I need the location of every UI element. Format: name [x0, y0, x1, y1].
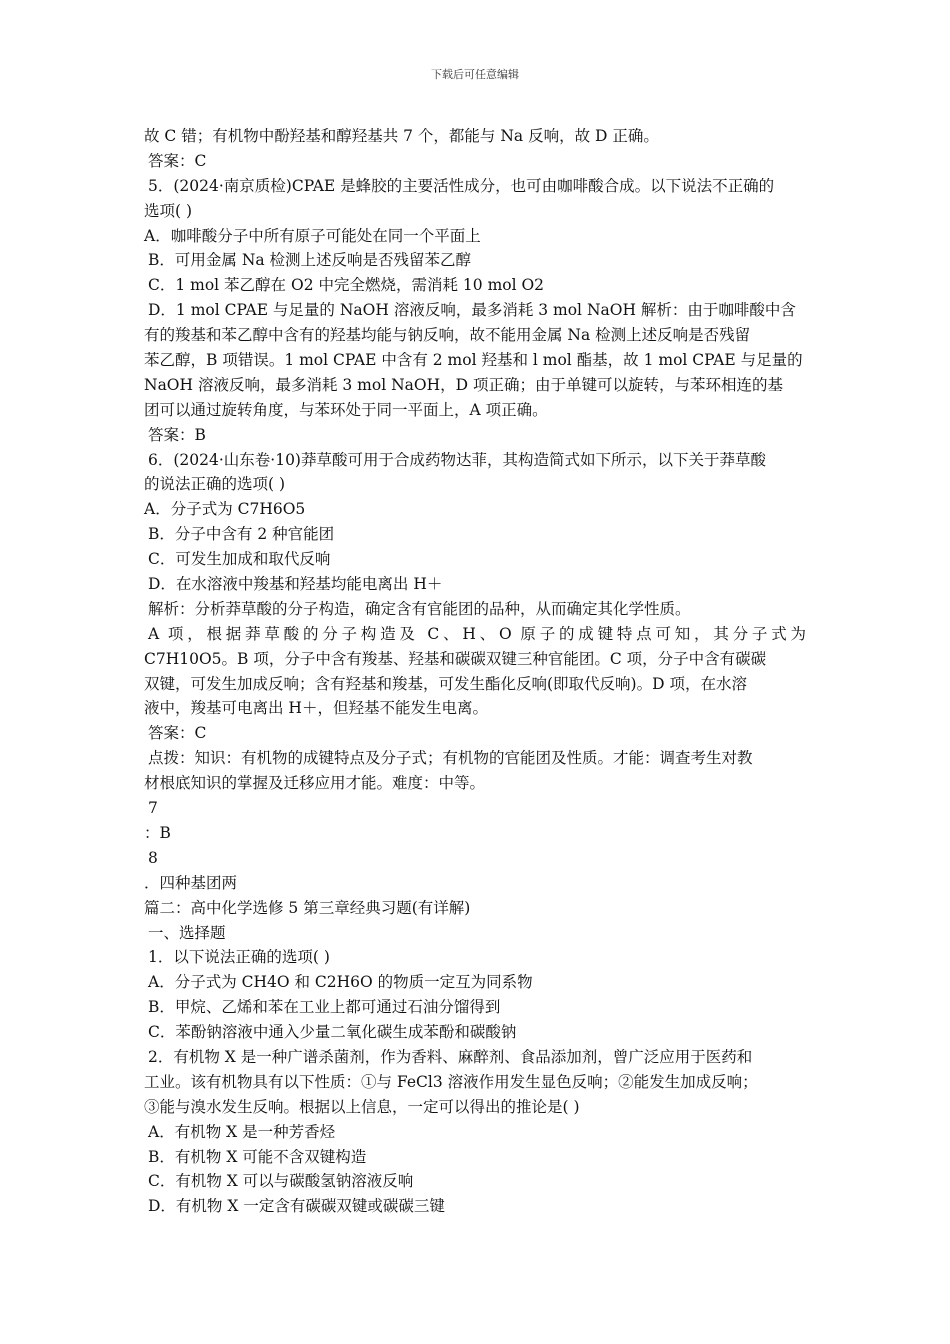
text-line: 材根底知识的掌握及迁移应用才能。难度：中等。	[144, 774, 486, 793]
text-line: C7H10O5。B 项，分子中含有羧基、羟基和碳碳双键三种官能团。C 项，分子中含有碳碳	[144, 649, 767, 668]
text-line: ．四种基团两	[144, 873, 238, 892]
page-header: 下载后可任意编辑	[431, 68, 519, 81]
option-c: C．有机物 X 可以与碳酸氢钠溶液反响	[148, 1172, 414, 1191]
document-body	[144, 124, 806, 1219]
option-b: B．可用金属 Na 检测上述反响是否残留苯乙醇	[148, 251, 472, 270]
answer-line: 答案：C	[148, 724, 207, 743]
analysis-line: 解析：分析莽草酸的分子构造，确定含有官能团的品种，从而确定其化学性质。	[148, 599, 691, 618]
section-subtitle: 一、选择题	[148, 923, 226, 942]
option-d: D．有机物 X 一定含有碳碳双键或碳碳三键	[148, 1197, 445, 1216]
answer-line: 答案：C	[148, 151, 207, 170]
option-d: D．1 mol CPAE 与足量的 NaOH 溶液反响，最多消耗 3 mol NaOH 解析：由于咖啡酸中含	[148, 301, 796, 320]
option-c: C．可发生加成和取代反响	[148, 550, 331, 569]
text-line: ：B	[144, 823, 171, 842]
text-line: 苯乙醇，B 项错误。1 mol CPAE 中含有 2 mol 羟基和 l mol 酯基，故 1 mol CPAE 与足量的	[144, 351, 803, 370]
option-a: A．有机物 X 是一种芳香烃	[148, 1122, 336, 1141]
section-title: 篇二：高中化学选修 5 第三章经典习题(有详解)	[144, 898, 471, 917]
question-5-stem: 5．(2024·南京质检)CPAE 是蜂胶的主要活性成分，也可由咖啡酸合成。以下说法不正确的	[148, 176, 775, 195]
text-line: 双键，可发生加成反响；含有羟基和羧基，可发生酯化反响(即取代反响)。D 项，在水溶	[144, 674, 747, 693]
option-c: C．苯酚钠溶液中通入少量二氧化碳生成苯酚和碳酸钠	[148, 1023, 517, 1042]
question-2-stem: 2．有机物 X 是一种广谱杀菌剂，作为香料、麻醉剂、食品添加剂，曾广泛应用于医药和	[148, 1047, 753, 1066]
text-line: 选项( )	[144, 201, 193, 220]
text-line: 有的羧基和苯乙醇中含有的羟基均能与钠反响，故不能用金属 Na 检测上述反响是否残留	[144, 326, 751, 345]
text-line: 团可以通过旋转角度，与苯环处于同一平面上，A 项正确。	[144, 400, 548, 419]
answer-line: 答案：B	[148, 425, 206, 444]
option-c: C．1 mol 苯乙醇在 O2 中完全燃烧，需消耗 10 mol O2	[148, 276, 545, 295]
text-line: 8	[148, 848, 158, 867]
option-b: B．有机物 X 可能不含双键构造	[148, 1147, 367, 1166]
text-line: 7	[148, 799, 158, 818]
text-line: A 项，根据莽草酸的分子构造及 C、H、O 原子的成键特点可知，其分子式为	[148, 624, 806, 643]
text-line: 故 C 错；有机物中酚羟基和醇羟基共 7 个，都能与 Na 反响，故 D 正确。	[144, 127, 659, 145]
text-line: 液中，羧基可电离出 H＋，但羟基不能发生电离。	[144, 699, 488, 718]
question-6-stem: 6．(2024·山东卷·10)莽草酸可用于合成药物达菲，其构造简式如下所示，以下关于莽草酸	[148, 450, 766, 469]
option-a: A．咖啡酸分子中所有原子可能处在同一个平面上	[144, 226, 481, 245]
option-a: A．分子式为 CH4O 和 C2H6O 的物质一定互为同系物	[148, 973, 533, 992]
text-line: 工业。该有机物具有以下性质：①与 FeCl3 溶液作用发生显色反响；②能发生加成反响；	[144, 1072, 758, 1091]
text-line: NaOH 溶液反响，最多消耗 3 mol NaOH，D 项正确；由于单键可以旋转，与苯环相连的基	[144, 375, 783, 394]
text-line: ③能与溴水发生反响。根据以上信息，一定可以得出的推论是( )	[144, 1097, 580, 1116]
text-line: 的说法正确的选项( )	[144, 475, 286, 494]
option-d: D．在水溶液中羧基和羟基均能电离出 H＋	[148, 575, 443, 594]
tips-line: 点拨：知识：有机物的成键特点及分子式；有机物的官能团及性质。才能：调查考生对教	[148, 749, 753, 768]
question-1-stem: 1．以下说法正确的选项( )	[148, 948, 330, 967]
option-b: B．分子中含有 2 种官能团	[148, 525, 335, 544]
option-b: B．甲烷、乙烯和苯在工业上都可通过石油分馏得到	[148, 998, 501, 1017]
option-a: A．分子式为 C7H6O5	[144, 500, 306, 519]
